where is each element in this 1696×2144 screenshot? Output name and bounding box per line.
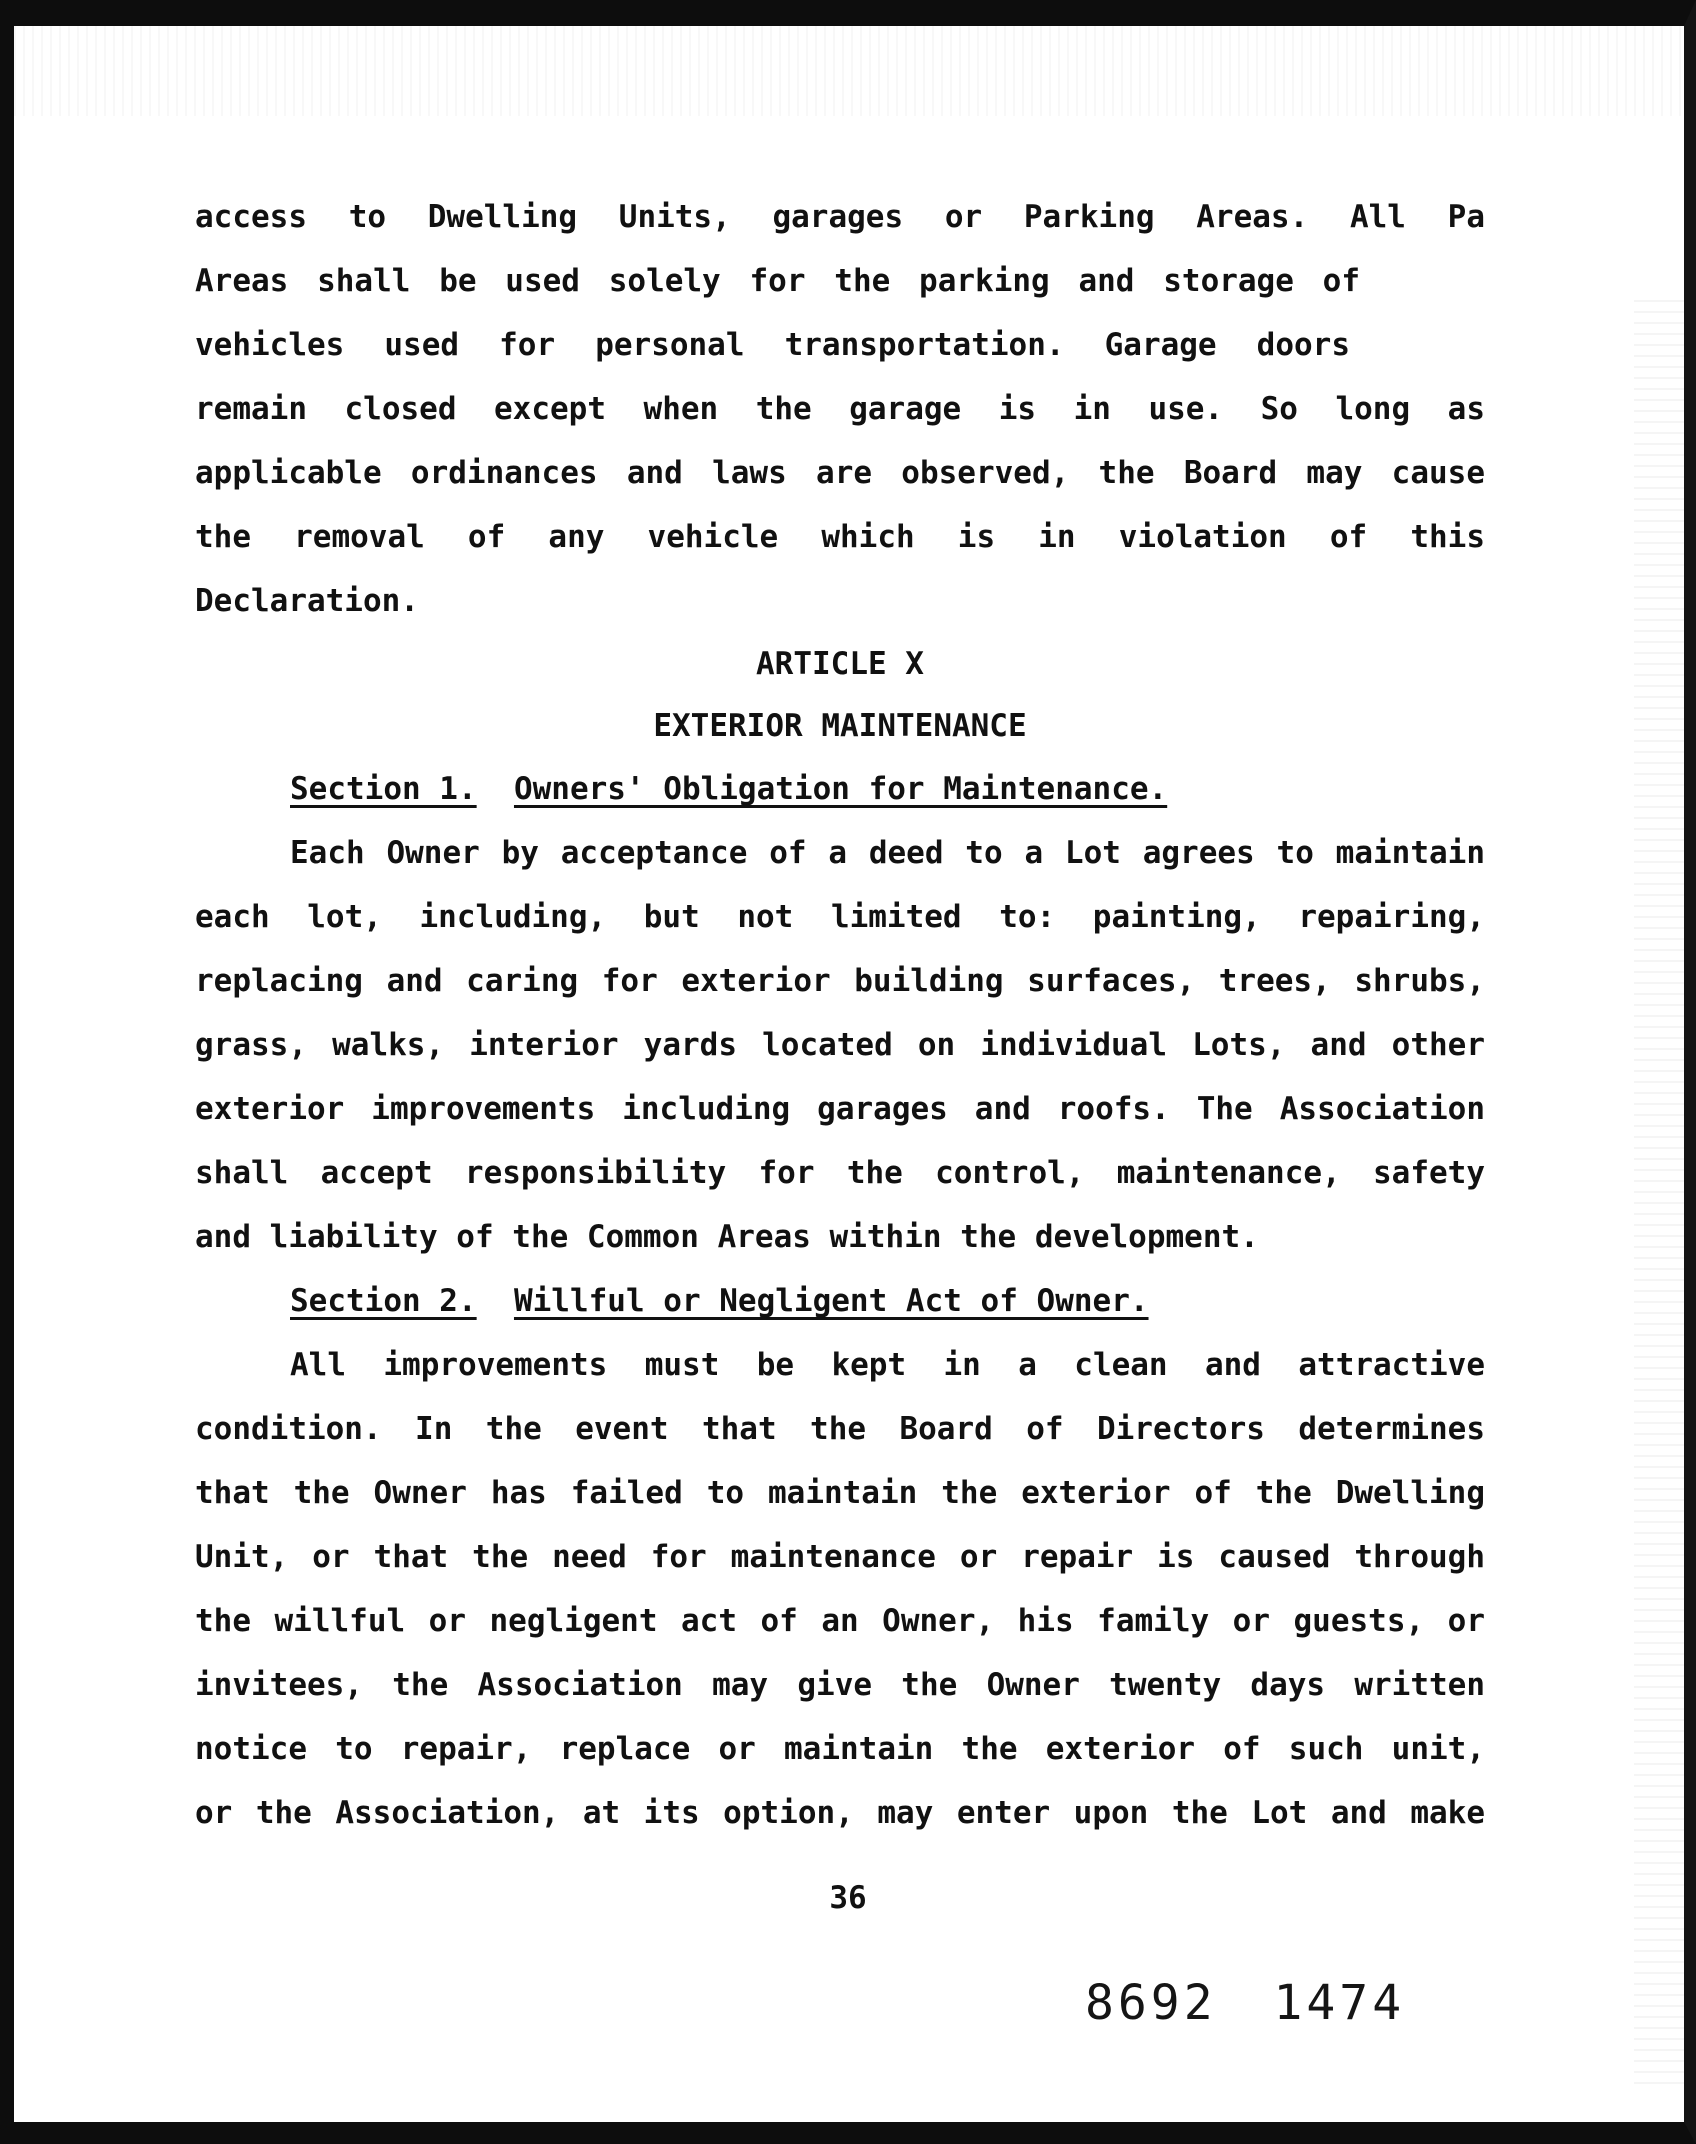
text-line: each lot, including, but not limited to: painting, repairing, [195,899,1485,935]
document-page [195,185,1485,1845]
text-line: shall accept responsibility for the control, maintenance, safety [195,1155,1485,1191]
text-line: remain closed except when the garage is in use. So long as [195,391,1485,427]
page-number: 36 [829,1880,867,1916]
text-line: Declaration. [195,583,419,619]
text-line: access to Dwelling Units, garages or Parking Areas. All Pa [195,199,1485,235]
section-1-body [195,821,1485,1269]
article-title: EXTERIOR MAINTENANCE [653,708,1027,744]
text-line: exterior improvements including garages and roofs. The Association [195,1091,1485,1127]
text-line: condition. In the event that the Board of Directors determines [195,1411,1485,1447]
section-2-body [195,1333,1485,1845]
text-line: or the Association, at its option, may enter upon the Lot and make [195,1795,1485,1831]
section-1-title: Owners' Obligation for Maintenance. [513,771,1168,807]
scan-noise-right [1634,300,1684,2084]
text-line: applicable ordinances and laws are observed, the Board may cause [195,455,1485,491]
text-line: vehicles used for personal transportation. Garage doors [195,327,1350,363]
document-reference-number: 8692 1474 [1085,1975,1406,2031]
section-2-label: Section 2. [290,1283,477,1319]
text-line: grass, walks, interior yards located on individual Lots, and other [195,1027,1485,1063]
text-line: replacing and caring for exterior building surfaces, trees, shrubs, [195,963,1485,999]
section-1-label: Section 1. [290,771,477,807]
text-line: invitees, the Association may give the Owner twenty days written [195,1667,1485,1703]
text-line: Areas shall be used solely for the parking and storage of [195,263,1360,299]
section-2-title: Willful or Negligent Act of Owner. [513,1283,1149,1319]
text-line: and liability of the Common Areas within the development. [195,1219,1259,1255]
text-line: Unit, or that the need for maintenance or repair is caused through [195,1539,1485,1575]
section-2-heading [195,1269,1485,1333]
section-1-heading [195,757,1485,821]
article-number: ARTICLE X [756,646,924,682]
text-line: All improvements must be kept in a clean and attractive [290,1347,1485,1383]
text-line: notice to repair, replace or maintain the exterior of such unit, [195,1731,1485,1767]
text-line: Each Owner by acceptance of a deed to a Lot agrees to maintain [290,835,1485,871]
text-line: that the Owner has failed to maintain the exterior of the Dwelling [195,1475,1485,1511]
text-line: the willful or negligent act of an Owner, his family or guests, or [195,1603,1485,1639]
scan-noise-top [14,26,1684,116]
paragraph-continued [195,185,1485,633]
text-line: the removal of any vehicle which is in violation of this [195,519,1485,555]
